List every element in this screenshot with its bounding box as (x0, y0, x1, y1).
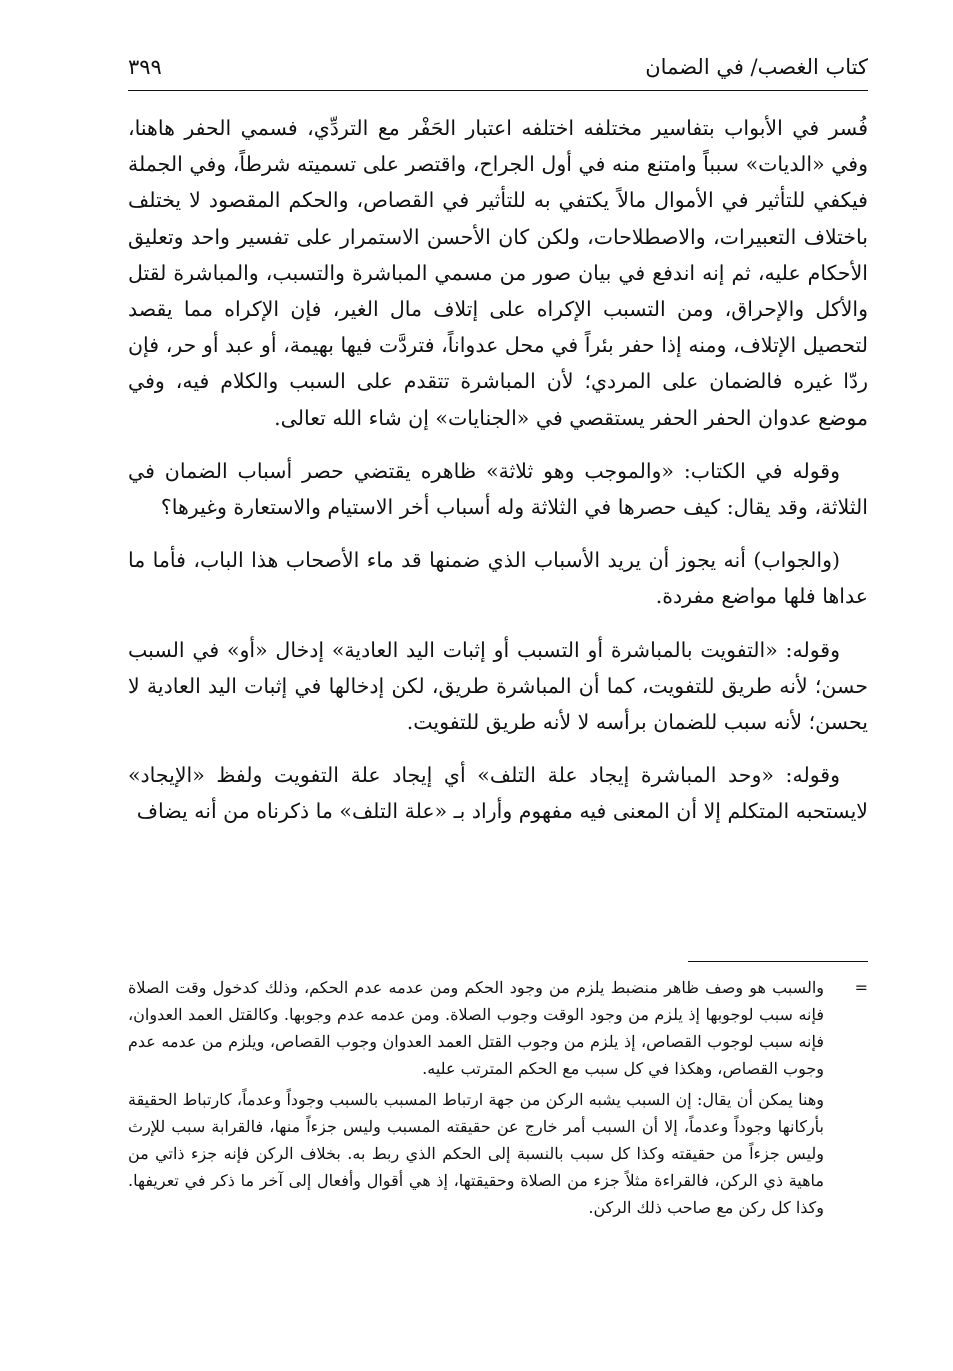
body-paragraph: فُسر في الأبواب بتفاسير مختلفه اختلفه اعتبار الحَفْر مع التردِّي، فسمي الحفر هاهنا، وفي «الديات» سبباً وامتنع منه في أول الجراح، واقتصر على تسميته شرطاً، وفي الجملة فيكفي للتأثير في الأموال مالاً يكتفي به للتأثير في القصاص، والحكم المقصود لا يختلف باختلاف التعبيرات، والاصطلاحات، ولكن كان الأحسن الاستمرار على تفسير واحد وتعليق الأحكام عليه، ثم إنه اندفع في بيان صور من مسمي المباشرة والتسبب، والمباشرة لقتل والأكل والإحراق، ومن التسبب الإكراه على إتلاف مال الغير، فإن الإكراه مما يقصد لتحصيل الإتلاف، ومنه إذا حفر بئراً في محل عدواناً، فتردَّت فيها بهيمة، أو عبد أو حر، فإن ردّا غيره فالضمان على المردي؛ لأن المباشرة تتقدم على السبب والكلام فيه، وفي موضع عدوان الحفر الحفر يستقصي في «الجنايات» إن شاء الله تعالى. (128, 116, 868, 430)
body-paragraph: وقوله: «التفويت بالمباشرة أو التسبب أو إثبات اليد العادية» إدخال «أو» في السبب حسن؛ لأنه طريق للتفويت، كما أن المباشرة طريق، لكن إدخالها في إثبات اليد العادية لا يحسن؛ لأنه سبب للضمان برأسه لا لأنه طريق للتفويت. (128, 637, 868, 735)
footnote-continuation-mark: = (854, 978, 868, 997)
footnotes (128, 974, 868, 1225)
footnote-continued (128, 974, 868, 1221)
body-paragraph: وقوله: «وحد المباشرة إيجاد علة التلف» أي إيجاد علة التفويت ولفظ «الإيجاد» لايستحبه المتكلم إلا أن المعنى فيه مفهوم وأراد بـ «علة التلف» ما ذكرناه من أنه يضاف (128, 763, 868, 824)
main-text (128, 110, 868, 847)
body-paragraph: وقوله في الكتاب: «والموجب وهو ثلاثة» ظاهره يقتضي حصر أسباب الضمان في الثلاثة، وقد يقال: كيف حصرها في الثلاثة وله أسباب أخر الاستيام والاستعارة وغيرها؟ (128, 458, 868, 520)
header-rule (128, 90, 868, 91)
body-paragraph: (والجواب) أنه يجوز أن يريد الأسباب الذي ضمنها قد ماء الأصحاب هذا الباب، فأما ما عداها فلها مواضع مفردة. (128, 548, 868, 609)
footnote-separator (688, 961, 868, 962)
page-number: ٣٩٩ (128, 55, 162, 79)
running-title: كتاب الغصب/ في الضمان (645, 55, 868, 79)
footnote-paragraph: والسبب هو وصف ظاهر منضبط يلزم من وجود الحكم ومن عدمه عدم الحكم، وذلك كدخول وقت الصلاة فإنه سبب لوجوبها إذ يلزم من وجود الوقت وجوب الصلاة. ومن عدمه عدم وجوبها. وكالقتل العمد العدوان، فإنه سبب لوجوب القصاص، إذ يلزم من وجوب القتل العمد العدوان وجوب القصاص، ويلزم من عدمه عدم وجوب القصاص، وهكذا في كل سبب مع الحكم المترتب عليه. (128, 978, 824, 1078)
footnote-paragraph: وهنا يمكن أن يقال: إن السبب يشبه الركن من جهة ارتباط المسبب بالسبب وجوداً وعدماً، كارتباط الحقيقة بأركانها وجوداً وعدماً، إلا أن السبب أمر خارج عن حقيقته المسبب وليس جزءاً منها، فالقرابة سبب للإرث وليس جزءاً من حقيقته وكذا كل سبب بالنسبة إلى الحكم الذي ربط به. بخلاف الركن فإنه جزء ذاتي من ماهية ذي الركن، فالقراءة مثلاً جزء من الصلاة وحقيقتها، إذ هي أقوال وأفعال إلى آخر ما ذكر في تعريفها. وكذا كل ركن مع صاحب ذلك الركن. (128, 1090, 824, 1217)
page-header (128, 52, 868, 86)
